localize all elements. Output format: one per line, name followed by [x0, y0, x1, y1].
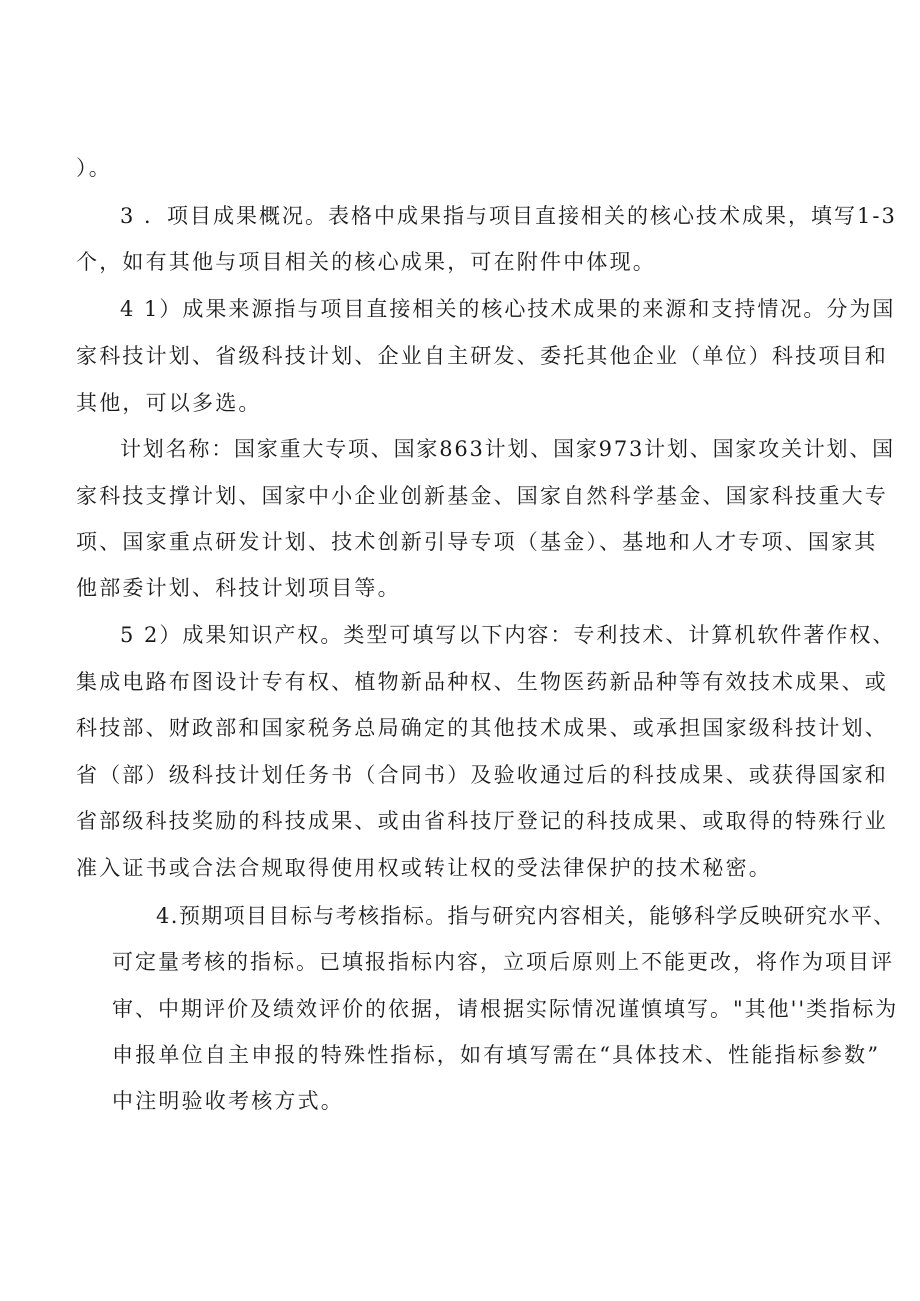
- text-line: 审、中期评价及绩效评价的依据，请根据实际情况谨慎填写。"其他''类指标为: [112, 997, 899, 1021]
- text-line: 个，如有其他与项目相关的核心成果，可在附件中体现。: [76, 250, 656, 274]
- text-line: 计划名称：国家重大专项、国家863计划、国家973计划、国家攻关计划、国: [120, 437, 895, 461]
- text-line: 项、国家重点研发计划、技术创新引导专项（基金）、基地和人才专项、国家其: [76, 530, 878, 554]
- text-line: 省（部）级科技计划任务书（合同书）及验收通过后的科技成果、或获得国家和: [76, 763, 888, 787]
- text-line: 中注明验收考核方式。: [112, 1089, 344, 1113]
- text-line: 家科技计划、省级科技计划、企业自主研发、委托其他企业（单位）科技项目和: [76, 344, 888, 368]
- text-line: ）。: [76, 156, 112, 180]
- text-line: 其他，可以多选。: [76, 391, 262, 415]
- text-line: 科技部、财政部和国家税务总局确定的其他技术成果、或承担国家级科技计划、: [76, 716, 888, 740]
- text-line: 集成电路布图设计专有权、植物新品种权、生物医药新品种等有效技术成果、或: [76, 670, 888, 694]
- text-line: 5 2）成果知识产权。类型可填写以下内容：专利技术、计算机软件著作权、: [120, 623, 896, 647]
- text-line: 家科技支撑计划、国家中小企业创新基金、国家自然科学基金、国家科技重大专: [76, 484, 888, 508]
- text-line: 3 ．项目成果概况。表格中成果指与项目直接相关的核心技术成果，填写1-3: [120, 204, 897, 228]
- text-line: 4.预期项目目标与考核指标。指与研究内容相关，能够科学反映研究水平、: [156, 904, 896, 928]
- text-line: 4 1）成果来源指与项目直接相关的核心技术成果的来源和支持情况。分为国: [120, 297, 896, 321]
- text-line: 可定量考核的指标。已填报指标内容，立项后原则上不能更改，将作为项目评: [112, 950, 894, 974]
- text-line: 申报单位自主申报的特殊性指标，如有填写需在“具体技术、性能指标参数”: [112, 1043, 881, 1067]
- text-line: 准入证书或合法合规取得使用权或转让权的受法律保护的技术秘密。: [76, 856, 772, 880]
- text-line: 省部级科技奖励的科技成果、或由省科技厅登记的科技成果、或取得的特殊行业: [76, 809, 888, 833]
- text-line: 他部委计划、科技计划项目等。: [76, 576, 401, 600]
